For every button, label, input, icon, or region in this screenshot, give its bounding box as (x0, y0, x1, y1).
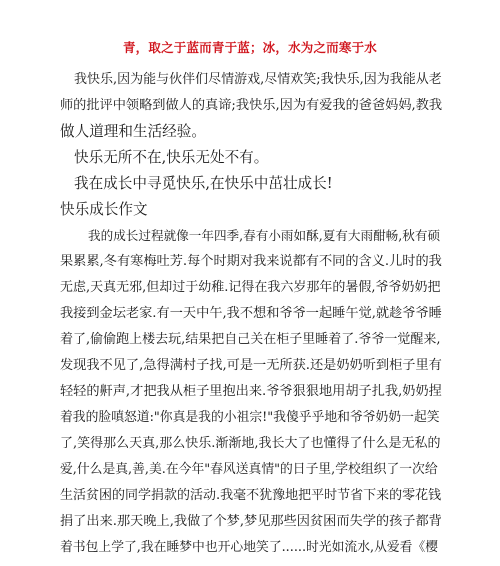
paragraph-line: 快乐无所不在,快乐无处不有。 (74, 149, 269, 166)
paragraph-line: 我的成长过程就像一年四季,春有小雨如酥,夏有大雨酣畅,秋有硕 (88, 228, 441, 243)
paragraph-line: 了,笑得那么天真,那么快乐.渐渐地,我长大了也懂得了什么是无私的 (60, 436, 441, 451)
paragraph-line: 捐了出来.那天晚上,我做了个梦,梦见那些因贫困而失学的孩子都背 (60, 514, 442, 529)
paragraph-line: 轻轻的鼾声,才把我从柜子里抱出来.爷爷狠狠地用胡子扎我,奶奶捏 (60, 384, 442, 399)
paragraph-line: 发现我不见了,急得满村子找,可是一无所获.还是奶奶听到柜子里有 (60, 358, 442, 373)
paragraph-line: 果累累,冬有寒梅吐芳.每个时期对我来说都有不同的含义.儿时的我 (60, 254, 442, 269)
paragraph-line: 着了,偷偷跑上楼去玩,结果把自己关在柜子里睡着了.爷爷一觉醒来, (60, 332, 441, 347)
page-header-quote: 青，取之于蓝而青于蓝；冰，水为之而寒于水 (122, 40, 377, 55)
paragraph-line: 我接到金坛老家.有一天中午,我不想和爷爷一起睡午觉,就趁爷爷睡 (60, 306, 442, 321)
paragraph-line: 爱,什么是真,善,美.在今年"春风送真情"的日子里,学校组织了一次给 (60, 462, 438, 477)
paragraph-line: 做人道理和生活经验。 (60, 123, 206, 140)
paragraph-line: 无虑,天真无邪,但却过于幼稚.记得在我六岁那年的暑假,爷爷奶奶把 (60, 280, 441, 295)
paragraph-line: 师的批评中领略到做人的真谛;我快乐,因为有爱我的爸爸妈妈,教我 (60, 98, 443, 113)
paragraph-line: 我在成长中寻觅快乐,在快乐中茁壮成长! (74, 175, 333, 192)
paragraph-line: 着书包上学了,我在睡梦中也开心地笑了......时光如流水,从爱看《樱 (60, 540, 439, 555)
paragraph-line: 着我的脸嗔怒道:"你真是我的小祖宗!"我傻乎乎地和爷爷奶奶一起笑 (60, 410, 440, 425)
paragraph-line: 我快乐,因为能与伙伴们尽情游戏,尽情欢笑;我快乐,因为我能从老 (74, 72, 442, 87)
paragraph-line: 生活贫困的同学捐款的活动.我毫不犹豫地把平时节省下来的零花钱 (60, 488, 442, 503)
section-heading: 快乐成长作文 (60, 201, 148, 218)
